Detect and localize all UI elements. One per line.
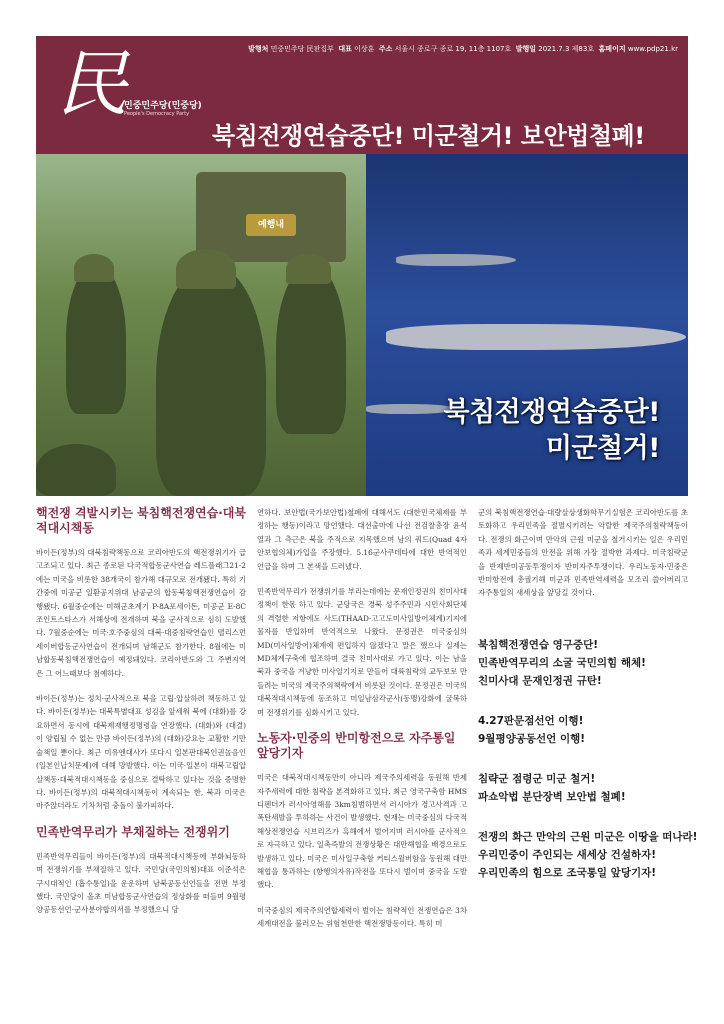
masthead-banner	[36, 36, 688, 154]
article-paragraph: 바이든(정부)는 정치·군사적으로 북을 고립·압살하려 책동하고 있다. 바이든(정부)는 대북특별대표 성김을 앞세워 북에 (대화)를 강요하면서 동시에 대북제재행정명령을 연장했다. (대화)와 (대결)이 양립될 수 없는 만큼 바이든(정부)의 (대화)강요는 교활한 기만술책일 뿐이다. 최근 미유엔대사가 또다시 일본판대북인권놀음인 (일본인납치문제)에 대해 망발했다. 이는 미국·일본이 대북고립압살책동·대북적대시책동을 중심으로 결탁하고 있다는 것을 증명한다. 바이든(정부)의 대북적대시책동이 계속되는 한, 북과 미국은 마주앉더라도 기차처럼 충돌이 불가피하다.	[36, 694, 246, 811]
homepage-value: www.pdp21.kr	[627, 45, 678, 53]
slogan-line: 북침핵전쟁연습 영구중단!	[478, 638, 599, 651]
article-column-1	[36, 506, 246, 929]
article-paragraph: 민족반역무리가 전쟁위기를 부리는데에는 문재인정권의 친미사대정책이 한몫 하고 있다. 군당국은 경북 성주주민과 시민사회단체의 격렬한 저항에도 사드(THAAD·고고도미사일방어체계)기지에 물자를 반입하며 반역적으로 나왔다. 문정권은 미국중심의 MD(미사일방어)체계에 편입하지 않겠다고 말은 했으나 실제는 MD체계구축에 협조하며 결국 친미사대로 가고 있다. 이는 남을 북과 중국을 겨냥한 미사일기지로 만들어 대륙침략의 교두보로 만들려는 미국의 제국주의책략에서 비롯된 것이다. 문정권은 미국의 대북적대시책동에 동조하고 미일남삼각군사(동맹)강화에 굴복하며 전쟁위기를 심화시키고 있다.	[257, 587, 467, 717]
homepage-label: 홈페이지	[598, 45, 626, 53]
hero-title-line2: 미군철거!	[545, 433, 660, 464]
soldier-figure	[156, 264, 266, 496]
issue-date-label: 발행일	[515, 45, 537, 53]
soldier-figure	[276, 264, 346, 434]
hero-photo	[36, 154, 688, 496]
bomber-jet	[386, 324, 686, 350]
soldier-figure	[66, 264, 126, 414]
slogan-line: 친미사대 문재인정권 규탄!	[478, 674, 602, 687]
soldier-helmet	[74, 254, 114, 282]
section-title: 노동자·민중의 반미항전으로 자주통일 앞당기자	[257, 731, 456, 761]
address-value: 서울시 종로구 종로 19, 11층 1107호	[394, 45, 512, 53]
fighter-jet	[366, 404, 456, 414]
party-name: 민중민주당(민중당)	[124, 101, 202, 111]
section-title: 민족반역무리가 부채질하는 전쟁위기	[36, 824, 230, 839]
publication-info	[44, 44, 678, 54]
issue-date-value: 2021.7.3 제83호	[538, 45, 595, 53]
slogan-group	[478, 770, 688, 806]
slogan-line: 파쇼악법 분단장벽 보안법 철폐!	[478, 790, 626, 803]
hero-title-line1: 북침전쟁연습중단!	[443, 397, 660, 428]
fighter-jet	[396, 254, 516, 266]
article-paragraph: 연하다. 보안법(국가보안법)철폐에 대해서도 (대한민국체제를 부정하는 행동)이라고 망언했다. 대선출마에 나선 전검찰총장 윤석열과 그 측근은 북을 주적으로 지목했으며 남의 쿼드(Quad 4자안보협의체)가입을 주장했다. 5.16군사쿠데타에 대한 반역적인 언급을 하며 그 본색을 드러냈다.	[257, 508, 467, 571]
article-column-3	[478, 506, 698, 904]
main-headline: 북침전쟁연습중단! 미군철거! 보안법철폐!	[212, 122, 645, 150]
party-name-english: People's Democracy Party	[124, 111, 190, 117]
slogan-line: 4.27판문점선언 이행!	[478, 714, 584, 727]
slogan-group	[478, 828, 698, 882]
article-paragraph: 군의 북침핵전쟁연습·대량살상생화학무기실험은 코리아반도를 초토화하고 우리민족을 절멸시키려는 악랄한 제국주의침략책동이다. 전쟁의 화근이며 만악의 근원 미군을 철거시키는 일은 우리민족과 세계민중들의 안전을 위해 가장 절박한 과제다. 미국침략군을 반제반미공동투쟁이자 반미자주투쟁이다. 우리노동자·민중은 반미항전에 총궐기해 미군과 민족반역세력을 모조리 쓸어버리고 자주통일의 새세상을 앞당길 것이다.	[478, 508, 688, 598]
slogan-list	[478, 636, 698, 882]
article-paragraph: 미국은 대북적대시책동만이 아니라 제국주의세력을 동원해 반제자주세력에 대한 침략을 본격화하고 있다. 최근 영국구축함 HMS디펜더가 러시아영해를 3km침범하면서 러시아가 경고사격과 고폭탄세발을 투하하는 사건이 발생했다. 현재는 미국중심의 다국적해상전쟁연습 시브리즈가 흑해에서 벌어지며 러시아를 군사적으로 자극하고 있다. 일촉즉발의 전쟁상황은 대만해협을 배경으로도 발생하고 있다. 미국은 미사일구축함 커티스윌버함을 동원해 대만해협을 통과하는 (항행의자유)작전을 또다시 벌이며 중국을 도발했다.	[257, 773, 467, 890]
section-title: 핵전쟁 격발시키는 북침핵전쟁연습·대북적대시책동	[36, 506, 246, 535]
slogan-line: 침략군 점령군 미군 철거!	[478, 772, 596, 785]
soldier-helmet	[286, 254, 331, 284]
party-logo: 民	[56, 42, 129, 126]
address-label: 주소	[378, 45, 393, 53]
vehicle-sign: 예행내	[246, 214, 296, 236]
soldiers-photo	[36, 154, 366, 496]
article-column-2	[257, 506, 467, 943]
slogan-group	[478, 712, 688, 748]
article-paragraph: 미국중심의 제국주의연합세력이 벌이는 침략적인 전쟁연습은 3차세계대전을 불러오는 위험천만한 핵전쟁망동이다. 특히 미	[257, 905, 467, 929]
publisher-value: 민중민주당 民판집부	[270, 45, 334, 53]
article-paragraph: 바이든(정부)의 대북침략책동으로 코리아반도의 핵전쟁위기가 급고조되고 있다. 최근 종로된 다국적합동군사연습 레드플래그21-2에는 미국을 비롯한 38개국이 참가해 대규모로 전개됐다. 특히 기간중에 미공군 일환공지위대 남공군의 합동북침핵전쟁연습이 감행됐다. 6월중순에는 미해군초계기 P-8A포세이돈, 미공군 E-8C조인트스타스가 서해상에 전개하며 북을 군사적으로 심히 도발했다. 7월중순에는 미국·호주중심의 대북·대중침략연습인 탤리스먼세이버합동군사연습이 전개되며 남해군도 참가한다. 8월에는 미남합동북침핵전쟁연습이 예정돼있다. 코리아반도와 그 주변지역은 그 어느때보다 첨예하다.	[36, 548, 246, 678]
slogan-line: 전쟁의 화근 만악의 근원 미군은 이땅을 떠나라!	[478, 830, 698, 843]
slogan-line: 민족반역무리의 소굴 국민의힘 해체!	[478, 656, 646, 669]
publisher-label: 발행처	[248, 45, 269, 53]
soldier-figure	[36, 444, 116, 496]
soldier-helmet	[176, 249, 236, 289]
representative-label: 대표	[338, 45, 352, 53]
slogan-line: 우리민중이 주인되는 새세상 건설하자!	[478, 848, 657, 861]
slogan-line: 우리민족의 힘으로 조국통일 앞당기자!	[478, 866, 657, 879]
representative-value: 이상훈	[354, 45, 375, 53]
article-paragraph: 민족반역무리들이 바이든(정부)의 대북적대시책동에 부화뇌동하며 전쟁위기를 부채질하고 있다. 국민당(국민의힘)대표 이준석은 구시대적인 (흡수통일)을 운운하며 남북공동선언들을 전면 부정했다. 국민당이 올초 미남합동군사연습의 정상화를 떠들며 9월평양공동선언·군사분야합의서를 부정했으니 당	[36, 851, 246, 915]
slogan-line: 9월평양공동선언 이행!	[478, 732, 586, 745]
slogan-group	[478, 636, 688, 690]
